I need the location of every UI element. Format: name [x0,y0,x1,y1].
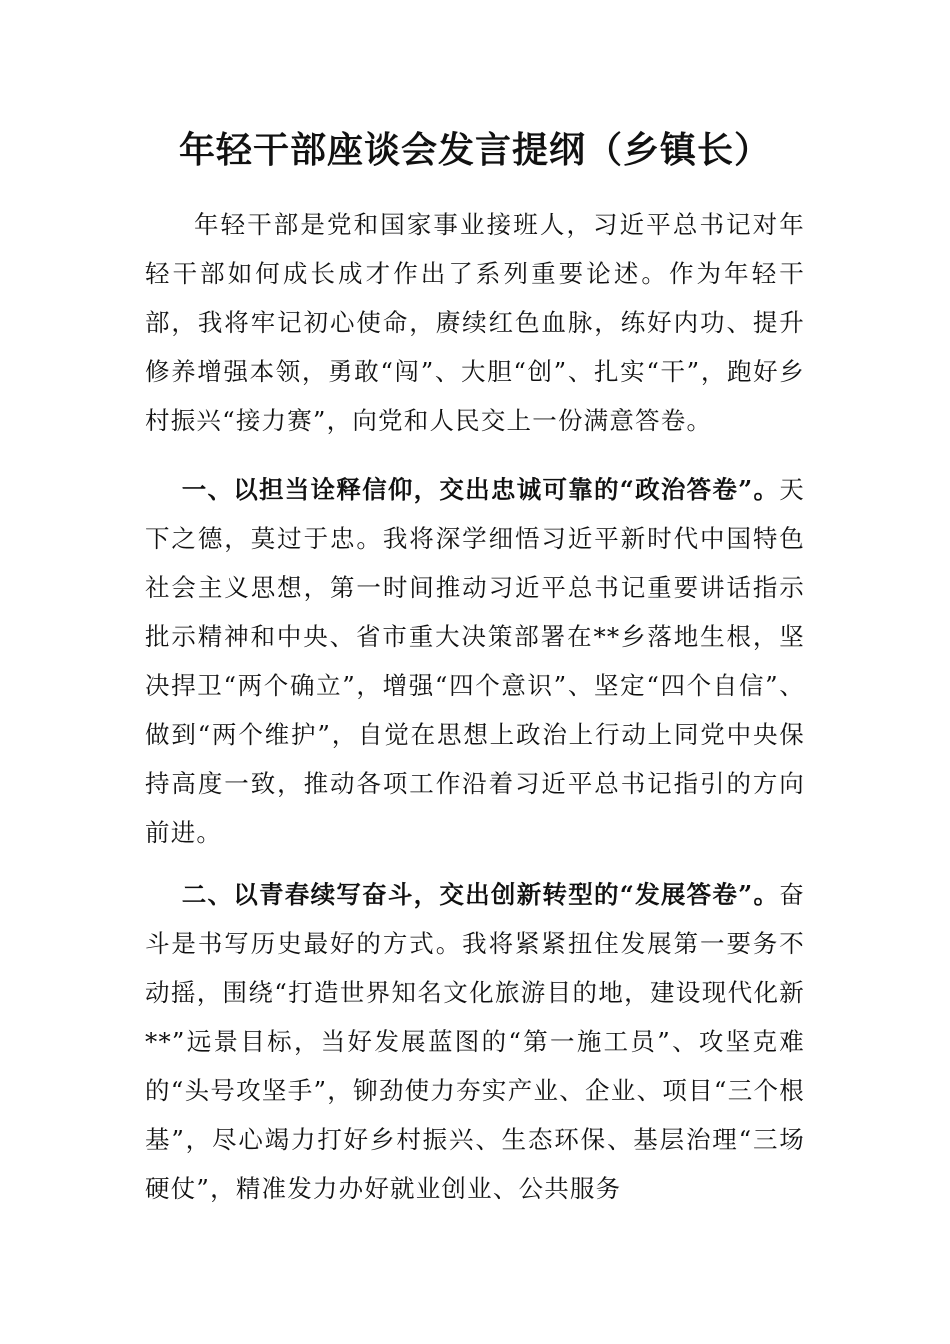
section-2-body: 奋斗是书写历史最好的方式。我将紧紧扭住发展第一要务不动摇，围绕“打造世界知名文化旅游目的地，建设现代化新**”远景目标，当好发展蓝图的“第一施工员”、攻坚克难的“头号攻坚手”，铆劲使力夯实产业、企业、项目“三个根基”，尽心竭力打好乡村振兴、生态环保、基层治理“三场硬仗”，精准发力办好就业创业、公共服务 [145,880,805,1203]
document-title: 年轻干部座谈会发言提纲（乡镇长） [178,129,771,171]
section-1-body: 天下之德，莫过于忠。我将深学细悟习近平新时代中国特色社会主义思想，第一时间推动习近平总书记重要讲话指示批示精神和中央、省市重大决策部署在**乡落地生根，坚决捍卫“两个确立”，增强“四个意识”、坚定“四个自信”、做到“两个维护”，自觉在思想上政治上行动上同党中央保持高度一致，推动各项工作沿着习近平总书记指引的方向前进。 [145,475,805,847]
intro-paragraph: 年轻干部是党和国家事业接班人，习近平总书记对年轻干部如何成长成才作出了系列重要论述。作为年轻干部，我将牢记初心使命，赓续红色血脉，练好内功、提升修养增强本领，勇敢“闯”、大胆“创”、扎实“干”，跑好乡村振兴“接力赛”，向党和人民交上一份满意答卷。 [145,210,805,435]
section-2-heading: 二、以青春续写奋斗，交出创新转型的“发展答卷”。 [181,880,780,909]
section-1-heading: 一、以担当诠释信仰，交出忠诚可靠的“政治答卷”。 [181,475,780,504]
section-2-paragraph [145,870,805,1213]
section-1-paragraph [145,465,805,857]
